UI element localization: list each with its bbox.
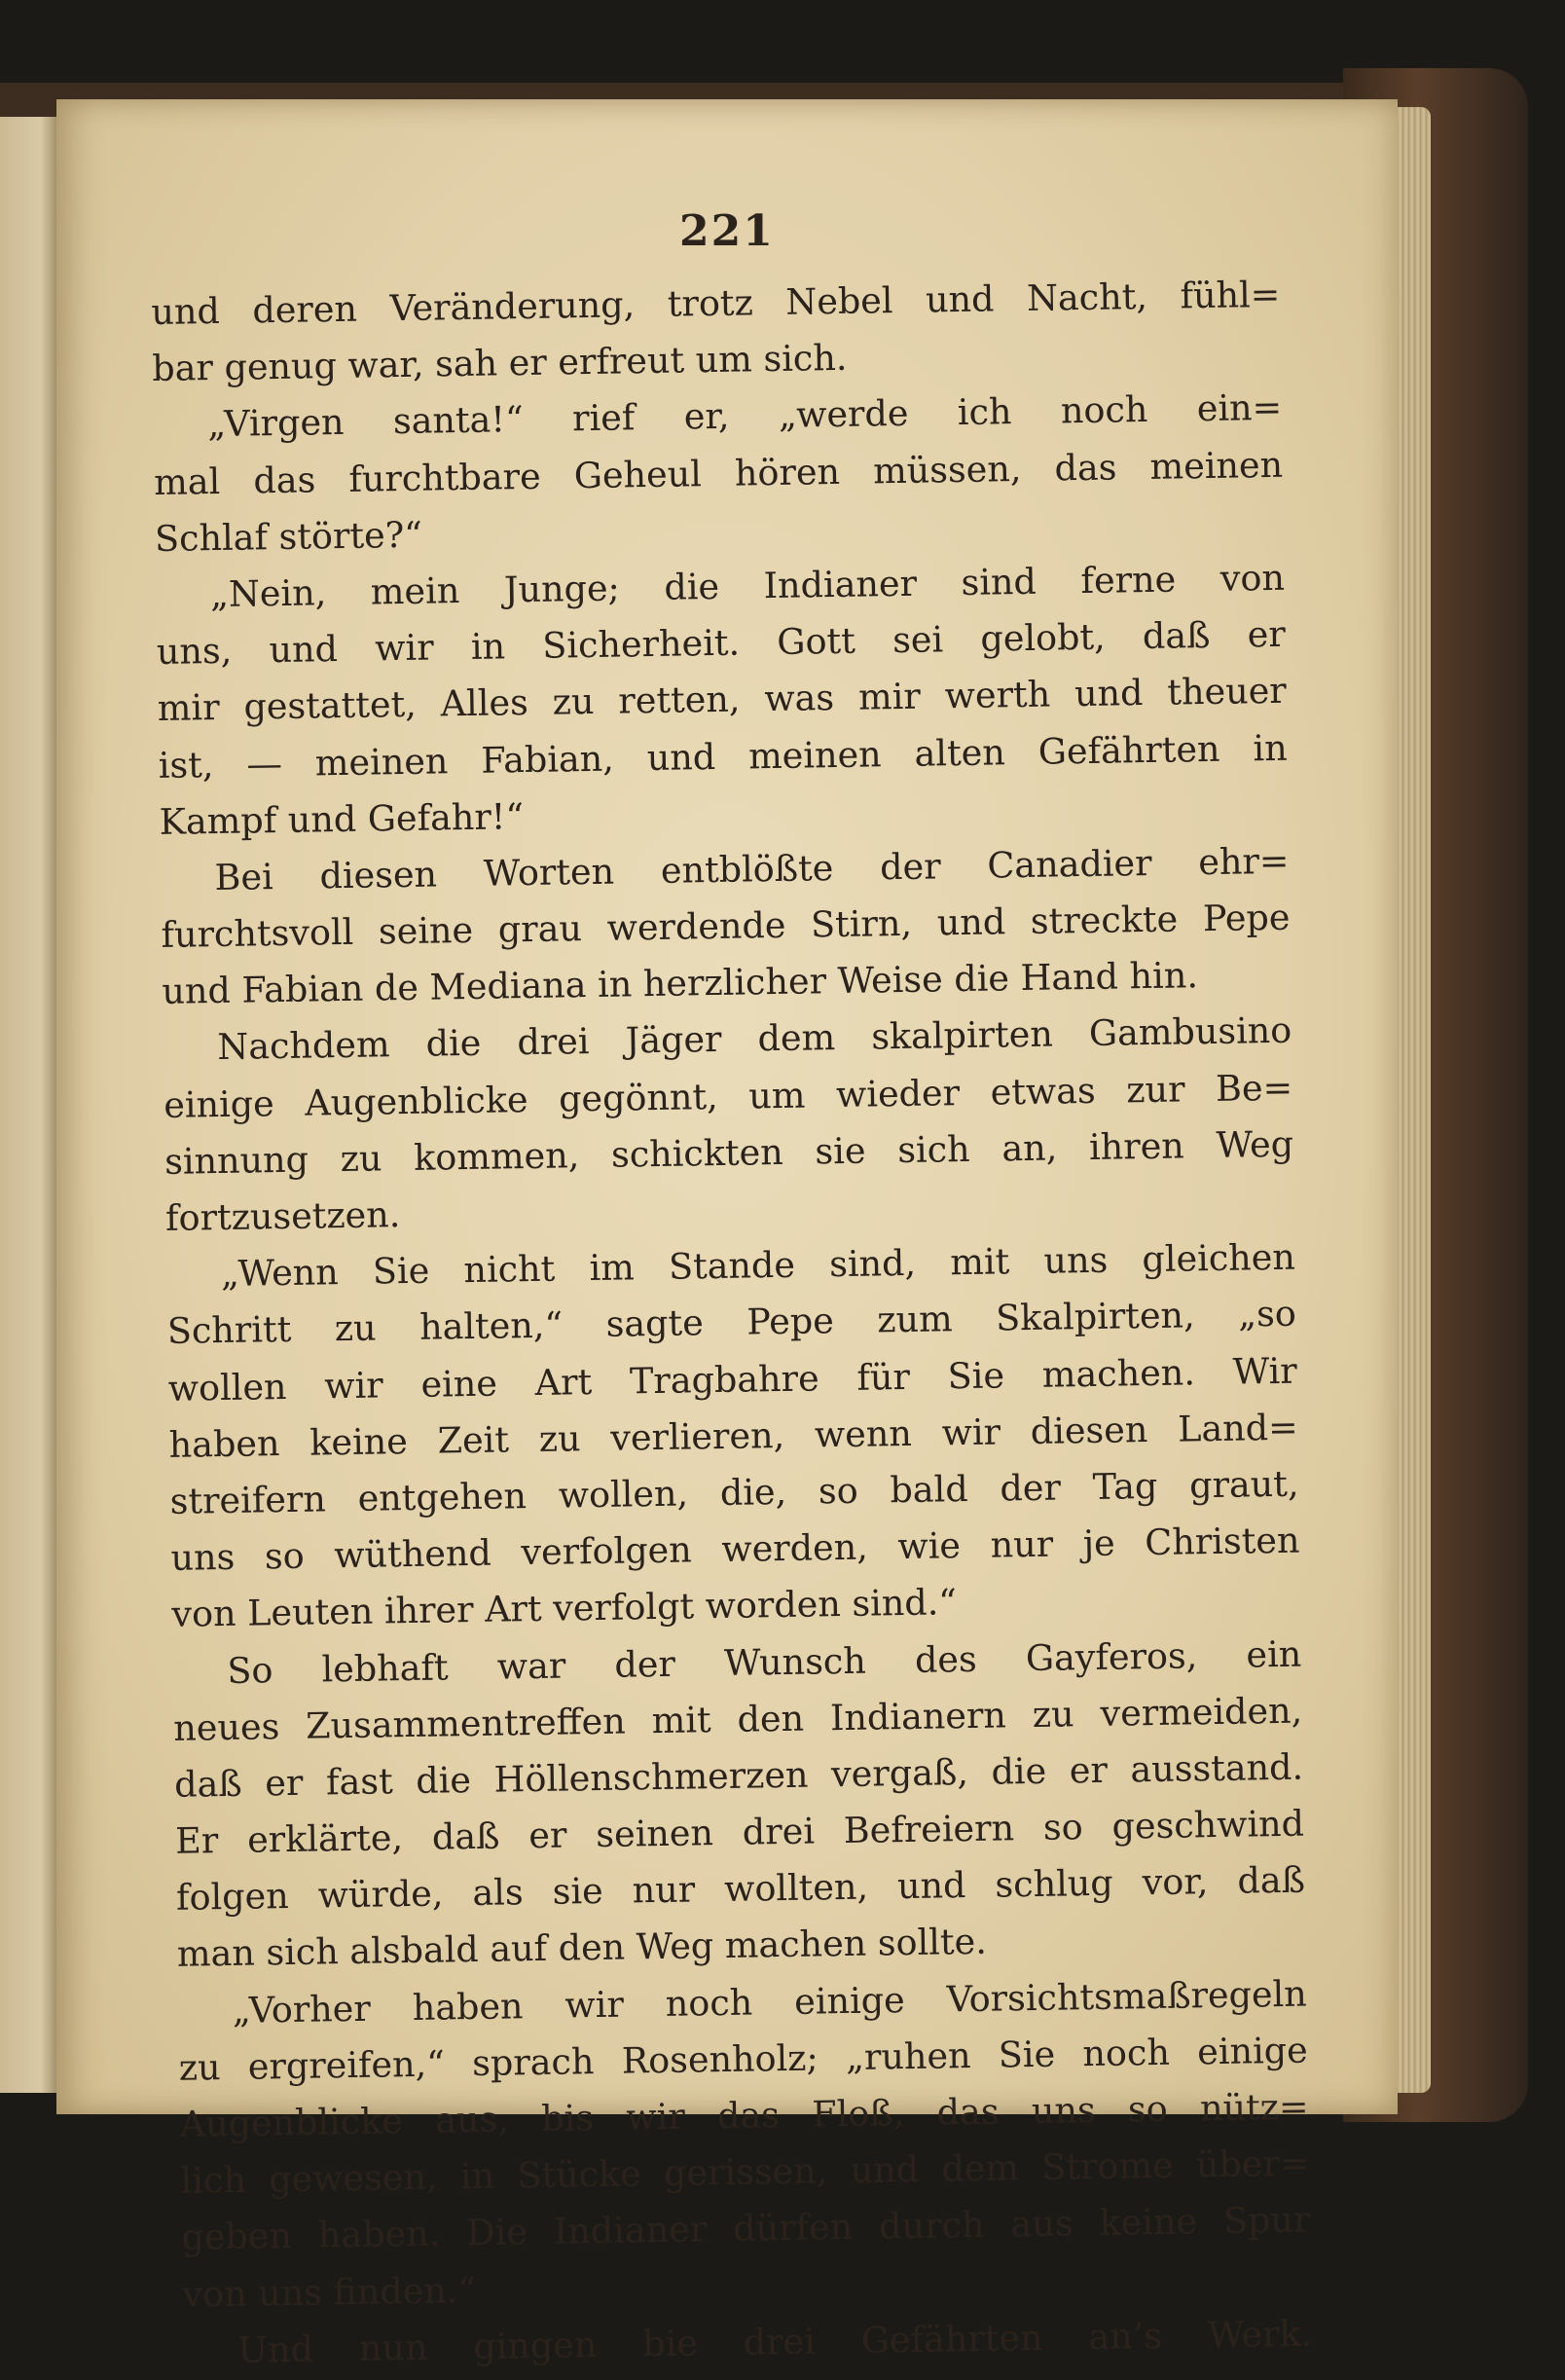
text-line: daß er fast die Höllenschmerzen vergaß, die er ausstand.	[173, 1745, 1304, 1806]
text-line: haben keine Zeit zu verlieren, wenn wir diesen Land=	[168, 1406, 1298, 1466]
text-line: So lebhaft war der Wunsch des Gayferos, ein	[227, 1632, 1302, 1692]
facing-page-edge	[0, 117, 58, 2093]
text-line: „Vorher haben wir noch einige Vorsichtsmaßregeln	[232, 1972, 1308, 2032]
text-line: uns so wüthend verfolgen werden, wie nur je Christen	[170, 1519, 1300, 1579]
text-line: streifern entgehen wollen, die, so bald der Tag graut,	[169, 1462, 1299, 1522]
text-line: Schritt zu halten,“ sagte Pepe zum Skalpirten, „so	[166, 1293, 1297, 1353]
text-line: „Virgen santa!“ rief er, „werde ich noch ein=	[206, 386, 1283, 446]
text-line: und deren Veränderung, trotz Nebel und Nacht, fühl=	[151, 273, 1281, 333]
text-line: man sich alsbald auf den Weg machen sollte.	[176, 1921, 988, 1976]
text-line: Augenblicke aus, bis wir das Floß, das uns so nütz=	[179, 2085, 1309, 2145]
text-line: Nachdem die drei Jäger dem skalpirten Gambusino	[216, 1009, 1292, 1069]
text-line: neues Zusammentreffen mit den Indianern zu vermeiden,	[172, 1689, 1303, 1749]
text-line: Kampf und Gefahr!“	[159, 794, 525, 843]
text-line: mal das furchtbare Geheul hören müssen, das meinen	[153, 443, 1284, 503]
text-line: Schlaf störte?“	[154, 513, 423, 560]
text-line: einige Augenblicke gegönnt, um wieder etwas zur Be=	[163, 1066, 1293, 1126]
text-line: „Wenn Sie nicht im Stande sind, mit uns gleichen	[220, 1235, 1296, 1296]
text-line: geben haben. Die Indianer dürfen durch aus keine Spur	[181, 2198, 1311, 2259]
page-stack-edge	[1392, 107, 1431, 2093]
text-line: lich gewesen, in Stücke gerissen, und dem Strome über=	[180, 2142, 1310, 2202]
text-line: fortzusetzen.	[164, 1193, 401, 1239]
text-line: von uns finden.“	[182, 2268, 477, 2316]
text-line: ist, — meinen Fabian, und meinen alten Gefährten in	[158, 726, 1288, 787]
text-line: zu ergreifen,“ sprach Rosenholz; „ruhen Sie noch einige	[178, 2029, 1308, 2089]
text-line: furchtsvoll seine grau werdende Stirn, und streckte Pepe	[161, 896, 1291, 956]
text-line: Er erklärte, daß er seinen drei Befreiern so geschwind	[174, 1802, 1305, 1862]
text-line: mir gestattet, Alles zu retten, was mir werth und theuer	[157, 670, 1288, 730]
text-line: Bei diesen Worten entblößte der Canadier ehr=	[214, 839, 1290, 898]
text-line: uns, und wir in Sicherheit. Gott sei gelobt, daß er	[156, 612, 1287, 674]
text-line: bar genug war, sah er erfreut um sich.	[152, 336, 848, 390]
text-line: und Fabian de Mediana in herzlicher Weise die Hand hin.	[162, 954, 1199, 1013]
text-line: folgen würde, als sie nur wollten, und schlug vor, daß	[175, 1858, 1306, 1920]
text-line: sinnung zu kommen, schickten sie sich an, ihren Weg	[164, 1122, 1294, 1183]
body-text	[151, 267, 1313, 2380]
text-line: „Nein, mein Junge; die Indianer sind ferne von	[209, 556, 1286, 616]
text-line: wollen wir eine Art Tragbahre für Sie machen. Wir	[167, 1349, 1298, 1410]
text-line: von Leuten ihrer Art verfolgt worden sind.“	[171, 1581, 958, 1636]
text-line: Und nun gingen bie drei Gefährten an’s Werk.	[237, 2312, 1313, 2371]
book-page	[56, 99, 1398, 2371]
page-number: 221	[679, 206, 775, 256]
